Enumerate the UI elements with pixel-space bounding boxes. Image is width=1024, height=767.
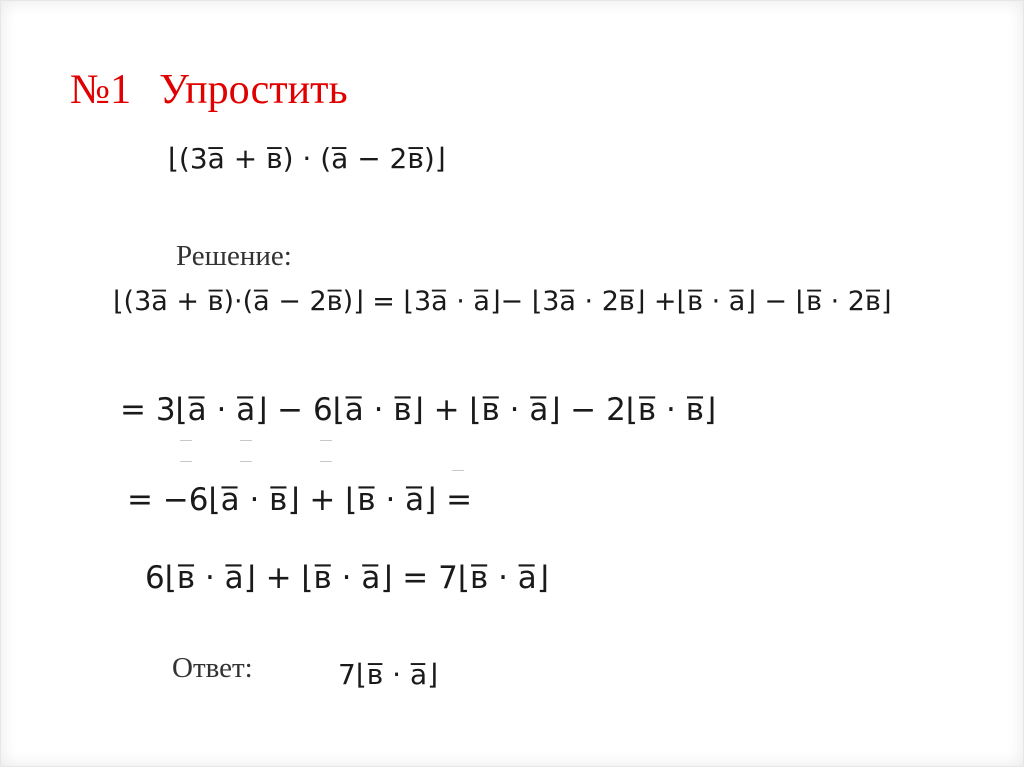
cancel-mark [180, 440, 192, 441]
solution-step-4: 6⌊в̅ · a̅⌋ + ⌊в̅ · a̅⌋ = 7⌊в̅ · a̅⌋ [145, 560, 549, 596]
task-title: Упростить [159, 67, 348, 113]
cancel-mark [320, 461, 332, 462]
slide-title [70, 66, 348, 114]
solution-step-1: ⌊(3a̅ + в̅)·(a̅ − 2в̅)⌋ = ⌊3a̅ · a̅⌋− ⌊3a̅ · 2в̅⌋ +⌊в̅ · a̅⌋ − ⌊в̅ · 2в̅⌋ [113, 286, 892, 317]
cancel-mark [240, 440, 252, 441]
cancel-mark [180, 461, 192, 462]
answer-value: 7⌊в̅ · a̅⌋ [338, 658, 439, 691]
cancel-mark [452, 470, 464, 471]
solution-label: Решение: [176, 240, 292, 272]
cancel-mark [240, 461, 252, 462]
solution-step-3: = −6⌊a̅ · в̅⌋ + ⌊в̅ · a̅⌋ = [127, 482, 473, 518]
solution-step-2: = 3⌊a̅ · a̅⌋ − 6⌊a̅ · в̅⌋ + ⌊в̅ · a̅⌋ − 2⌊в̅ · в̅⌋ [120, 392, 717, 428]
cancel-mark [320, 440, 332, 441]
task-expression: ⌊(3a̅ + в̅) · (a̅ − 2в̅)⌋ [168, 142, 446, 175]
answer-label: Ответ: [172, 652, 253, 684]
task-number: №1 [70, 67, 132, 113]
